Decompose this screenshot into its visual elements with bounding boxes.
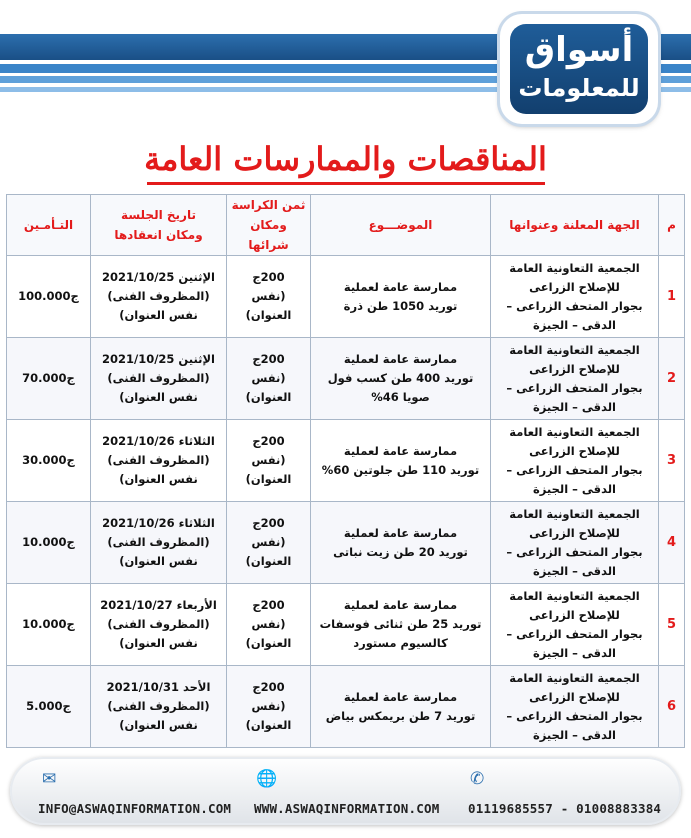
footer-website-text[interactable]: WWW.ASWAQINFORMATION.COM — [254, 801, 440, 816]
cell-insurance: 10.000ج — [7, 502, 91, 584]
cell-price — [227, 502, 311, 584]
contact-footer — [10, 757, 681, 825]
subject-line: توريد 1050 طن ذرة — [343, 298, 458, 313]
cell-session — [91, 666, 227, 748]
table-row — [7, 338, 685, 420]
header-session — [91, 195, 227, 256]
cell-entity — [491, 338, 659, 420]
subject-line: توريد 7 طن بريمكس بياض — [325, 708, 476, 723]
entity-line: بجوار المتحف الزراعى – الدقى – الجيزة — [506, 298, 643, 332]
price-line: (نفس العنوان) — [245, 453, 292, 486]
table-row — [7, 502, 685, 584]
header-insurance: التـأمـين — [7, 195, 91, 256]
globe-icon: 🌐 — [256, 769, 278, 789]
cell-session — [91, 338, 227, 420]
cell-subject — [311, 584, 491, 666]
subject-line: ممارسة عامة لعملية — [343, 598, 458, 612]
subject-line: توريد 20 طن زيت نباتى — [333, 544, 468, 559]
price-line: (نفس العنوان) — [245, 535, 292, 568]
table-row — [7, 584, 685, 666]
cell-session — [91, 584, 227, 666]
session-line: الثلاثاء 2021/10/26 — [102, 434, 215, 448]
cell-entity — [491, 256, 659, 338]
envelope-icon: ✉ — [42, 769, 57, 789]
title-underline — [147, 182, 545, 185]
cell-price — [227, 666, 311, 748]
session-line: (المظروف الفنى) — [107, 699, 210, 713]
cell-entity — [491, 666, 659, 748]
subject-line: ممارسة عامة لعملية — [343, 525, 458, 540]
entity-line: الجمعية التعاونية العامة للإصلاح الزراعى — [509, 260, 640, 294]
session-line: الأحد 2021/10/31 — [106, 680, 211, 694]
entity-line: الجمعية التعاونية العامة للإصلاح الزراعى — [509, 588, 640, 622]
session-line: (المظروف الفنى) — [107, 453, 210, 467]
entity-line: الجمعية التعاونية العامة للإصلاح الزراعى — [509, 506, 640, 540]
price-line: 200ج — [252, 434, 285, 448]
subject-line: توريد 400 طن كسب فول صويا 46% — [327, 371, 474, 404]
session-line: نفس العنوان) — [119, 472, 198, 486]
subject-line: ممارسة عامة لعملية — [343, 352, 458, 366]
tenders-table — [6, 194, 685, 748]
session-line: الأربعاء 2021/10/27 — [100, 598, 217, 612]
cell-insurance: 5.000ج — [7, 666, 91, 748]
price-line: (نفس العنوان) — [245, 371, 292, 404]
cell-insurance: 30.000ج — [7, 420, 91, 502]
session-line: الثلاثاء 2021/10/26 — [102, 516, 215, 530]
cell-price — [227, 420, 311, 502]
price-line: 200ج — [252, 680, 285, 694]
session-line: نفس العنوان) — [119, 636, 198, 650]
session-line: الإثنين 2021/10/25 — [102, 352, 215, 366]
footer-email-text[interactable]: INFO@ASWAQINFORMATION.COM — [38, 801, 232, 816]
cell-session — [91, 256, 227, 338]
subject-line: ممارسة عامة لعملية — [343, 443, 458, 458]
entity-line: الجمعية التعاونية العامة للإصلاح الزراعى — [509, 424, 640, 458]
subject-line: ممارسة عامة لعملية — [343, 279, 458, 294]
table-row — [7, 666, 685, 748]
subject-line: ممارسة عامة لعملية — [343, 689, 458, 704]
session-line: (المظروف الفنى) — [107, 289, 210, 303]
entity-line: بجوار المتحف الزراعى – الدقى – الجيزة — [506, 708, 643, 742]
cell-subject — [311, 502, 491, 584]
footer-website[interactable] — [250, 765, 450, 821]
session-line: نفس العنوان) — [119, 390, 198, 404]
price-line: 200ج — [252, 516, 285, 530]
table-row — [7, 256, 685, 338]
session-line: (المظروف الفنى) — [107, 535, 210, 549]
cell-entity — [491, 584, 659, 666]
header-num: م — [659, 195, 685, 256]
entity-line: بجوار المتحف الزراعى – الدقى – الجيزة — [506, 380, 643, 414]
brand-logo-badge — [510, 24, 648, 114]
cell-session — [91, 420, 227, 502]
price-line: 200ج — [252, 270, 285, 284]
cell-entity — [491, 420, 659, 502]
cell-session — [91, 502, 227, 584]
subject-line: توريد 25 طن ثنائى فوسفات كالسيوم مستورد — [319, 617, 482, 650]
cell-entity — [491, 502, 659, 584]
entity-line: الجمعية التعاونية العامة للإصلاح الزراعى — [509, 670, 640, 704]
cell-subject — [311, 338, 491, 420]
table-body — [7, 256, 685, 748]
phone-icon: ✆ — [470, 769, 485, 789]
row-number: 4 — [659, 502, 685, 584]
session-line: نفس العنوان) — [119, 308, 198, 322]
row-number: 1 — [659, 256, 685, 338]
logo-text-sub: للمعلومات — [518, 74, 640, 102]
price-line: (نفس العنوان) — [245, 617, 292, 650]
header-price — [227, 195, 311, 256]
row-number: 2 — [659, 338, 685, 420]
price-line: (نفس العنوان) — [245, 289, 292, 322]
header-price-line: ومكان شرائها — [248, 218, 289, 252]
header-session-line: تاريخ الجلسة — [121, 208, 196, 222]
footer-email[interactable] — [28, 765, 248, 821]
header-entity: الجهة المعلنة وعنوانها — [491, 195, 659, 256]
price-line: 200ج — [252, 598, 285, 612]
session-line: نفس العنوان) — [119, 718, 198, 732]
price-line: 200ج — [252, 352, 285, 366]
subject-line: توريد 110 طن جلوتين 60% — [321, 462, 480, 477]
page-title: المناقصات والممارسات العامة — [144, 140, 547, 178]
logo-text-main: أسواق — [524, 30, 634, 70]
cell-insurance: 100.000ج — [7, 256, 91, 338]
footer-phone[interactable] — [466, 765, 671, 821]
cell-price — [227, 338, 311, 420]
table-row — [7, 420, 685, 502]
session-line: نفس العنوان) — [119, 554, 198, 568]
row-number: 3 — [659, 420, 685, 502]
cell-subject — [311, 420, 491, 502]
page-header — [0, 0, 691, 140]
session-line: الإثنين 2021/10/25 — [102, 270, 215, 284]
session-line: (المظروف الفنى) — [107, 371, 210, 385]
row-number: 5 — [659, 584, 685, 666]
entity-line: بجوار المتحف الزراعى – الدقى – الجيزة — [506, 626, 643, 660]
header-price-line: ثمن الكراسة — [231, 198, 306, 212]
footer-phone-text[interactable]: 01119685557 - 01008883384 — [468, 801, 662, 816]
session-line: (المظروف الفنى) — [107, 617, 210, 631]
cell-price — [227, 584, 311, 666]
entity-line: بجوار المتحف الزراعى – الدقى – الجيزة — [506, 544, 643, 578]
header-subject: الموضـــوع — [311, 195, 491, 256]
header-session-line: ومكان انعقادها — [114, 228, 203, 242]
brand-logo — [500, 14, 658, 124]
cell-subject — [311, 666, 491, 748]
entity-line: بجوار المتحف الزراعى – الدقى – الجيزة — [506, 462, 643, 496]
entity-line: الجمعية التعاونية العامة للإصلاح الزراعى — [509, 342, 640, 376]
row-number: 6 — [659, 666, 685, 748]
price-line: (نفس العنوان) — [245, 699, 292, 732]
cell-insurance: 70.000ج — [7, 338, 91, 420]
cell-price — [227, 256, 311, 338]
cell-subject — [311, 256, 491, 338]
table-header-row — [7, 195, 685, 256]
cell-insurance: 10.000ج — [7, 584, 91, 666]
